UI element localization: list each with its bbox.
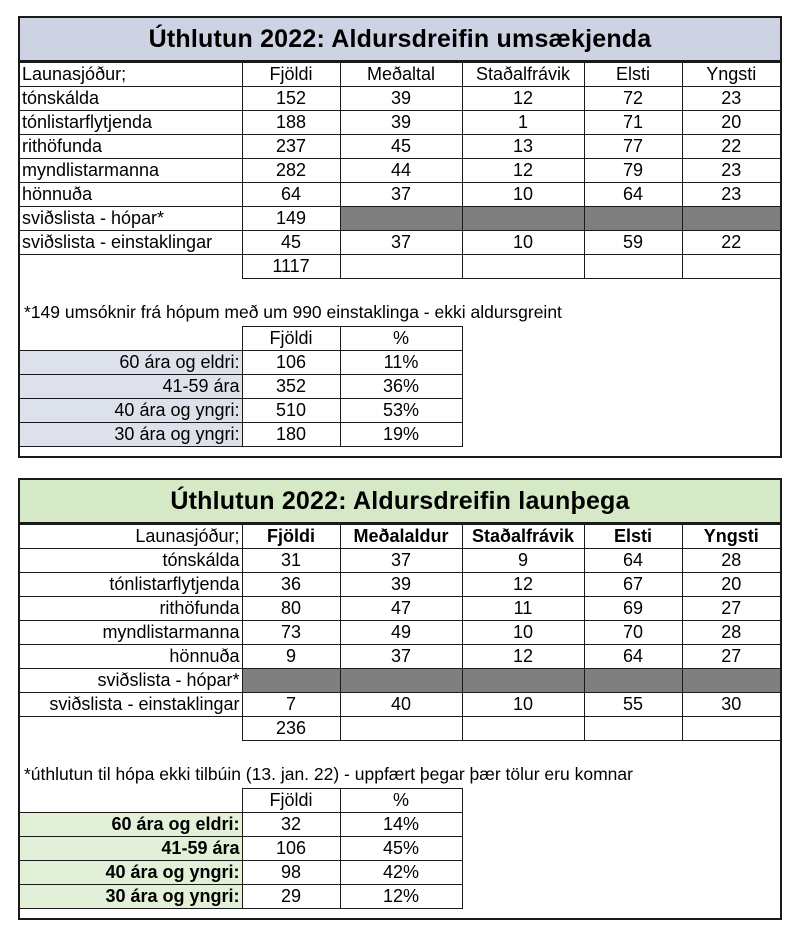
age-pct: 19%	[340, 423, 462, 447]
youngest-cell: 28	[682, 621, 780, 645]
total-count: 1117	[242, 255, 340, 279]
oldest-cell: 72	[584, 87, 682, 111]
empty-gray-cell	[340, 669, 462, 693]
footnote: *úthlutun til hópa ekki tilbúin (13. jan. 22) - uppfært þegar þær tölur eru komnar	[24, 764, 633, 784]
youngest-cell: 20	[682, 573, 780, 597]
age-row	[20, 885, 462, 909]
youngest-cell: 23	[682, 183, 780, 207]
mean-cell: 37	[340, 183, 462, 207]
header-sd: Staðalfrávik	[462, 525, 584, 549]
blank-cell	[462, 717, 584, 741]
age-row	[20, 837, 462, 861]
count-cell: 7	[242, 693, 340, 717]
age-count: 106	[242, 837, 340, 861]
empty-gray-cell	[682, 669, 780, 693]
mean-cell: 39	[340, 111, 462, 135]
fund-name: tónskálda	[20, 549, 242, 573]
blank-cell	[20, 327, 242, 351]
count-cell: 188	[242, 111, 340, 135]
fund-name: hönnuða	[20, 183, 242, 207]
age-label: 41-59 ára	[20, 375, 242, 399]
blank-cell	[340, 255, 462, 279]
header-mean: Meðaltal	[340, 63, 462, 87]
age-pct: 12%	[340, 885, 462, 909]
age-distribution-table	[20, 788, 463, 909]
sd-cell: 10	[462, 621, 584, 645]
fund-name: rithöfunda	[20, 597, 242, 621]
fund-name: tónlistarflytjenda	[20, 111, 242, 135]
sd-cell: 9	[462, 549, 584, 573]
table-row	[20, 621, 780, 645]
table-row	[20, 207, 780, 231]
empty-gray-cell	[242, 669, 340, 693]
fund-name: tónlistarflytjenda	[20, 573, 242, 597]
blank-cell	[462, 255, 584, 279]
age-label: 30 ára og yngri:	[20, 885, 242, 909]
header-youngest: Yngsti	[682, 63, 780, 87]
recipients-panel	[18, 478, 782, 920]
table-row	[20, 159, 780, 183]
total-count: 236	[242, 717, 340, 741]
fund-name: sviðslista - hópar*	[20, 207, 242, 231]
header-youngest: Yngsti	[682, 525, 780, 549]
mean-cell: 44	[340, 159, 462, 183]
applicants-title: Úthlutun 2022: Aldursdreifin umsækjenda	[20, 18, 780, 62]
mean-cell: 37	[340, 549, 462, 573]
header-oldest: Elsti	[584, 525, 682, 549]
youngest-cell: 20	[682, 111, 780, 135]
age-pct: 42%	[340, 861, 462, 885]
youngest-cell: 22	[682, 231, 780, 255]
fund-name: sviðslista - einstaklingar	[20, 693, 242, 717]
blank-cell	[20, 789, 242, 813]
oldest-cell: 79	[584, 159, 682, 183]
count-cell: 237	[242, 135, 340, 159]
sd-cell: 12	[462, 573, 584, 597]
mean-cell: 47	[340, 597, 462, 621]
table-header-row	[20, 525, 780, 549]
oldest-cell: 77	[584, 135, 682, 159]
age-label: 40 ára og yngri:	[20, 861, 242, 885]
blank-cell	[682, 717, 780, 741]
oldest-cell: 69	[584, 597, 682, 621]
blank-cell	[340, 717, 462, 741]
age-row	[20, 423, 462, 447]
empty-gray-cell	[462, 207, 584, 231]
age-row	[20, 375, 462, 399]
sd-cell: 12	[462, 87, 584, 111]
empty-gray-cell	[682, 207, 780, 231]
mean-cell: 45	[340, 135, 462, 159]
count-cell: 45	[242, 231, 340, 255]
table-row	[20, 645, 780, 669]
sd-cell: 11	[462, 597, 584, 621]
mean-cell: 49	[340, 621, 462, 645]
footnote: *149 umsóknir frá hópum með um 990 einstaklinga - ekki aldursgreint	[24, 302, 562, 322]
count-cell: 73	[242, 621, 340, 645]
header-mean: Meðalaldur	[340, 525, 462, 549]
age-label: 40 ára og yngri:	[20, 399, 242, 423]
age-count: 106	[242, 351, 340, 375]
count-cell: 80	[242, 597, 340, 621]
age-pct: 14%	[340, 813, 462, 837]
header-count: Fjöldi	[242, 525, 340, 549]
recipients-table	[20, 524, 780, 741]
table-header-row	[20, 63, 780, 87]
count-cell: 31	[242, 549, 340, 573]
applicants-panel	[18, 16, 782, 458]
mean-cell: 37	[340, 645, 462, 669]
age-count: 510	[242, 399, 340, 423]
blank-cell	[20, 717, 242, 741]
fund-name: rithöfunda	[20, 135, 242, 159]
oldest-cell: 64	[584, 645, 682, 669]
youngest-cell: 23	[682, 159, 780, 183]
age-count: 180	[242, 423, 340, 447]
blank-cell	[682, 255, 780, 279]
age-row	[20, 399, 462, 423]
sd-cell: 12	[462, 645, 584, 669]
sd-cell: 13	[462, 135, 584, 159]
age-header-count: Fjöldi	[242, 789, 340, 813]
age-header-count: Fjöldi	[242, 327, 340, 351]
table-row	[20, 549, 780, 573]
age-pct: 11%	[340, 351, 462, 375]
age-count: 29	[242, 885, 340, 909]
sd-cell: 1	[462, 111, 584, 135]
sd-cell: 10	[462, 183, 584, 207]
header-sd: Staðalfrávik	[462, 63, 584, 87]
header-fund: Launasjóður;	[20, 63, 242, 87]
blank-cell	[584, 717, 682, 741]
table-row	[20, 669, 780, 693]
oldest-cell: 55	[584, 693, 682, 717]
age-pct: 53%	[340, 399, 462, 423]
mean-cell: 39	[340, 573, 462, 597]
table-row	[20, 183, 780, 207]
table-row	[20, 573, 780, 597]
total-row	[20, 717, 780, 741]
blank-cell	[20, 255, 242, 279]
table-row	[20, 87, 780, 111]
oldest-cell: 71	[584, 111, 682, 135]
total-row	[20, 255, 780, 279]
empty-gray-cell	[340, 207, 462, 231]
empty-gray-cell	[584, 207, 682, 231]
count-cell: 149	[242, 207, 340, 231]
count-cell: 152	[242, 87, 340, 111]
age-label: 41-59 ára	[20, 837, 242, 861]
table-row	[20, 597, 780, 621]
table-row	[20, 135, 780, 159]
age-header-row	[20, 327, 462, 351]
youngest-cell: 22	[682, 135, 780, 159]
age-label: 30 ára og yngri:	[20, 423, 242, 447]
age-header-pct: %	[340, 789, 462, 813]
fund-name: sviðslista - hópar*	[20, 669, 242, 693]
oldest-cell: 64	[584, 183, 682, 207]
count-cell: 36	[242, 573, 340, 597]
table-row	[20, 693, 780, 717]
youngest-cell: 23	[682, 87, 780, 111]
oldest-cell: 59	[584, 231, 682, 255]
age-pct: 45%	[340, 837, 462, 861]
mean-cell: 37	[340, 231, 462, 255]
youngest-cell: 27	[682, 645, 780, 669]
sd-cell: 10	[462, 693, 584, 717]
age-label: 60 ára og eldri:	[20, 351, 242, 375]
count-cell: 64	[242, 183, 340, 207]
age-count: 98	[242, 861, 340, 885]
sd-cell: 10	[462, 231, 584, 255]
table-row	[20, 231, 780, 255]
age-row	[20, 351, 462, 375]
age-distribution-table	[20, 326, 463, 447]
fund-name: sviðslista - einstaklingar	[20, 231, 242, 255]
sd-cell: 12	[462, 159, 584, 183]
youngest-cell: 28	[682, 549, 780, 573]
header-oldest: Elsti	[584, 63, 682, 87]
age-header-pct: %	[340, 327, 462, 351]
oldest-cell: 67	[584, 573, 682, 597]
age-row	[20, 861, 462, 885]
age-count: 352	[242, 375, 340, 399]
mean-cell: 39	[340, 87, 462, 111]
applicants-table	[20, 62, 780, 279]
fund-name: myndlistarmanna	[20, 159, 242, 183]
fund-name: tónskálda	[20, 87, 242, 111]
oldest-cell: 70	[584, 621, 682, 645]
header-count: Fjöldi	[242, 63, 340, 87]
age-label: 60 ára og eldri:	[20, 813, 242, 837]
fund-name: hönnuða	[20, 645, 242, 669]
empty-gray-cell	[462, 669, 584, 693]
fund-name: myndlistarmanna	[20, 621, 242, 645]
header-fund: Launasjóður;	[20, 525, 242, 549]
age-row	[20, 813, 462, 837]
blank-cell	[584, 255, 682, 279]
oldest-cell: 64	[584, 549, 682, 573]
mean-cell: 40	[340, 693, 462, 717]
age-pct: 36%	[340, 375, 462, 399]
empty-gray-cell	[584, 669, 682, 693]
youngest-cell: 30	[682, 693, 780, 717]
youngest-cell: 27	[682, 597, 780, 621]
recipients-title: Úthlutun 2022: Aldursdreifin launþega	[20, 480, 780, 524]
count-cell: 282	[242, 159, 340, 183]
table-row	[20, 111, 780, 135]
age-header-row	[20, 789, 462, 813]
count-cell: 9	[242, 645, 340, 669]
age-count: 32	[242, 813, 340, 837]
